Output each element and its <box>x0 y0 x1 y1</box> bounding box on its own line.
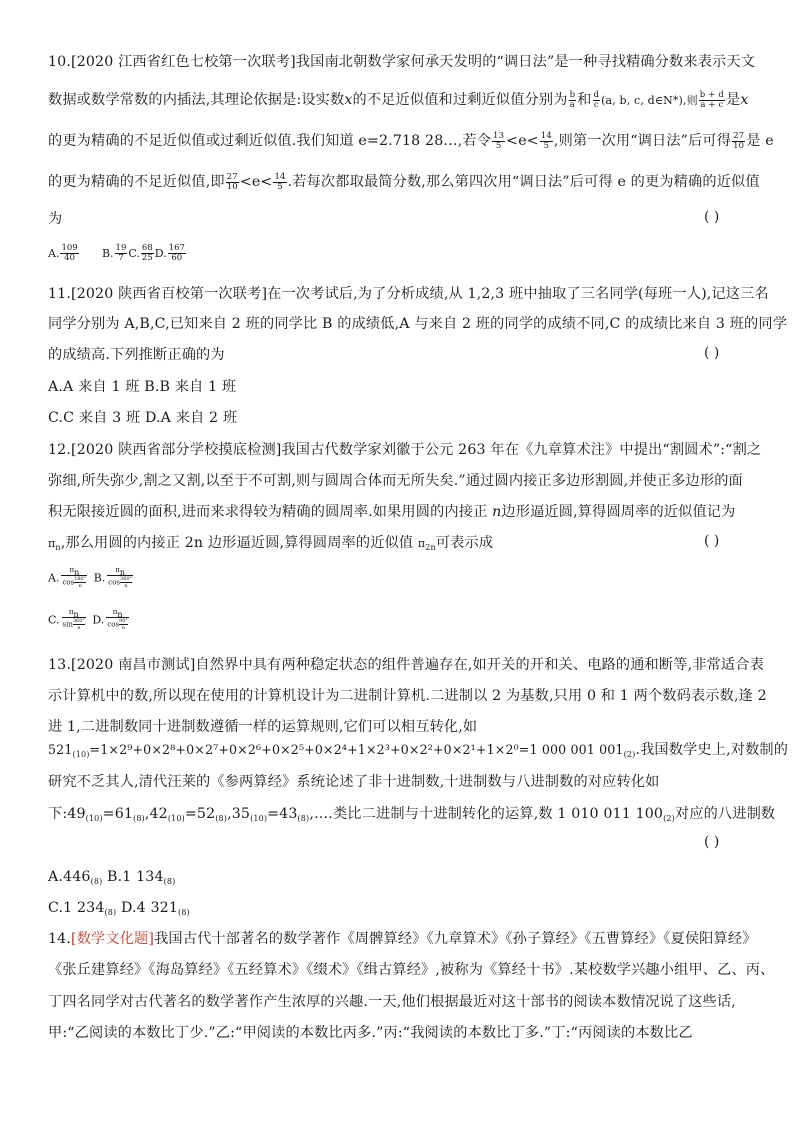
answer-bracket: ( ) <box>704 533 720 549</box>
answer-bracket: ( ) <box>704 345 720 361</box>
fraction: $\pi_n$ cos $\frac{90^\circ}{n}$ <box>107 608 128 631</box>
q10-line-2: 数据或数学常数的内插法,其理论依据是:设实数x的不足近似值和过剩近似值分别为 $\frac{b}{a}$ 和 $\frac{d}{c}$ (a, b, c, d∈N*),则 $\frac{b + d}{a + c}$ 是x <box>48 89 749 110</box>
fraction: $\frac{19}{7}$ <box>115 242 127 263</box>
q12-line-4: $\pi_n$,那么用圆的内接正 2n 边形逼近圆,算得圆周率的近似值 $\pi_{2n}$可表示成 <box>48 535 494 552</box>
answer-bracket: ( ) <box>704 209 720 225</box>
q11-options-ab: A.A 来自 1 班 B.B 来自 1 班 <box>48 379 237 395</box>
q13-options-ab: $A.446_{(8)}$ B.1 $134_{(8)}$ <box>48 869 176 886</box>
fraction: $\pi_n$ cos $\frac{180^\circ}{n}$ <box>62 566 87 589</box>
q12-options-ab: A. $\pi_n$ cos $\frac{180^\circ}{n}$ B. $\pi_n$ cos $\frac{360^\circ}{n}$ <box>48 566 133 589</box>
fraction: $\frac{27}{10}$ <box>733 130 745 151</box>
fraction: $\frac{d}{c}$ <box>593 89 600 110</box>
q13-line-3: 进 1,二进制数同十进制数遵循一样的运算规则,它们可以相互转化,如 <box>48 719 478 735</box>
q10-line-1: 10.[2020 江西省红色七校第一次联考]我国南北朝数学家何承天发明的“调日法”是一种寻找精确分数来表示天文 <box>48 54 756 70</box>
q13-line-1: 13.[2020 南昌市测试]自然界中具有两种稳定状态的组件普遍存在,如开关的开和关、电路的通和断等,非常适合表 <box>48 657 764 673</box>
fraction: $\pi_n$ cos $\frac{360^\circ}{n}$ <box>108 566 133 589</box>
fraction: $\pi_n$ sin $\frac{360^\circ}{n}$ <box>62 608 85 631</box>
q12-line-2: 弥细,所失弥少,割之又割,以至于不可割,则与圆周合体而无所失矣.”通过圆内接正多边形割圆,并使正多边形的面 <box>48 473 743 489</box>
q13-line-4: $521_{(10)}=1\times 2^9+0\times 2^8+0\times 2^7+0\times 2^6+0\times 2^5+0\times 2^4+1\times 2^3+0\times 2^2+0\times 2^1+1\times 2^0=1$ 000 001 $001_{(2)}$.我国数学史上,对数制的 <box>48 742 789 759</box>
q10-line-3: 的更为精确的不足近似值或过剩近似值.我们知道 e=2.718 28…,若令 $\frac{13}{5}$ <e< $\frac{14}{5}$ ,则第一次用“调日法”后可得 $\frac{27}{10}$ 是 e <box>48 130 774 151</box>
q13-line-6: 下$:49_{(10)}=61_{(8)},42_{(10)}=52_{(8)},35_{(10)}=43_{(8)},\dots$.类比二进制与十进制转化的运算,数 1 010 011 $100_{(2)}$对应的八进制数 <box>48 806 776 823</box>
q11-options-cd: C.C 来自 3 班 D.A 来自 2 班 <box>48 410 238 426</box>
q10-options: A. $\frac{109}{40}$ B. $\frac{19}{7}$ C. $\frac{68}{25}$ D. $\frac{167}{60}$ <box>48 242 185 263</box>
fraction: $\frac{14}{5}$ <box>540 130 552 151</box>
q11-line-2: 同学分别为 A,B,C,已知来自 2 班的同学比 B 的成绩低,A 与来自 2 班的同学的成绩不同,C 的成绩比来自 3 班的同学 <box>48 316 788 332</box>
fraction: $\frac{13}{5}$ <box>493 130 505 151</box>
fraction: $\frac{b}{a}$ <box>569 89 576 110</box>
q14-line-3: 丁四名同学对古代著名的数学著作产生浓厚的兴趣.一天,他们根据最近对这十部书的阅读本数情况说了这些话, <box>48 994 736 1010</box>
q12-options-cd: C. $\pi_n$ sin $\frac{360^\circ}{n}$ D. $\pi_n$ cos $\frac{90^\circ}{n}$ <box>48 608 128 631</box>
fraction: $\frac{167}{60}$ <box>168 242 185 263</box>
fraction: $\frac{27}{10}$ <box>226 171 238 192</box>
fraction: $\frac{14}{5}$ <box>274 171 286 192</box>
q13-line-5: 研究不乏其人,清代汪莱的《参两算经》系统论述了非十进制数,十进制数与八进制数的对应转化如 <box>48 774 660 790</box>
q14-line-1: 14.[数学文化题]我国古代十部著名的数学著作《周髀算经》《九章算术》《孙子算经》《五曹算经》《夏侯阳算经》 <box>48 931 757 947</box>
q14-line-4: 甲:“乙阅读的本数比丁少.”乙:“甲阅读的本数比丙多.”丙:“我阅读的本数比丁多.”丁:“丙阅读的本数比乙 <box>48 1025 693 1041</box>
q11-line-3: 的成绩高.下列推断正确的为 <box>48 347 225 363</box>
fraction: $\frac{68}{25}$ <box>141 242 153 263</box>
q12-line-1: 12.[2020 陕西省部分学校摸底检测]我国古代数学家刘徽于公元 263 年在《九章算术注》中提出“割圆术”:“割之 <box>48 442 762 458</box>
category-tag: [数学文化题] <box>71 931 155 947</box>
fraction: $\frac{109}{40}$ <box>61 242 78 263</box>
q14-line-2: 《张丘建算经》《海岛算经》《五经算术》《缀术》《缉古算经》,被称为《算经十书》.某校数学兴趣小组甲、乙、丙、 <box>48 962 775 978</box>
answer-bracket: ( ) <box>704 834 720 850</box>
q12-line-3: 积无限接近圆的面积,进而来求得较为精确的圆周率.如果用圆的内接正 n边形逼近圆,算得圆周率的近似值记为 <box>48 504 736 520</box>
q10-line-5: 为 <box>48 211 63 227</box>
q11-line-1: 11.[2020 陕西省百校第一次联考]在一次考试后,为了分析成绩,从 1,2,3 班中抽取了三名同学(每班一人),记这三名 <box>48 286 769 302</box>
fraction: $\frac{b + d}{a + c}$ <box>699 89 724 110</box>
q13-line-2: 示计算机中的数,所以现在使用的计算机设计为二进制计算机.二进制以 2 为基数,只用 0 和 1 两个数码表示数,逢 2 <box>48 688 767 704</box>
q13-options-cd: C.1 $234_{(8)}$ D.4 $321_{(8)}$ <box>48 900 190 917</box>
q10-line-4: 的更为精确的不足近似值,即 $\frac{27}{10}$ <e< $\frac{14}{5}$ .若每次都取最简分数,那么第四次用“调日法”后可得 e 的更为精确的近似值 <box>48 171 760 192</box>
